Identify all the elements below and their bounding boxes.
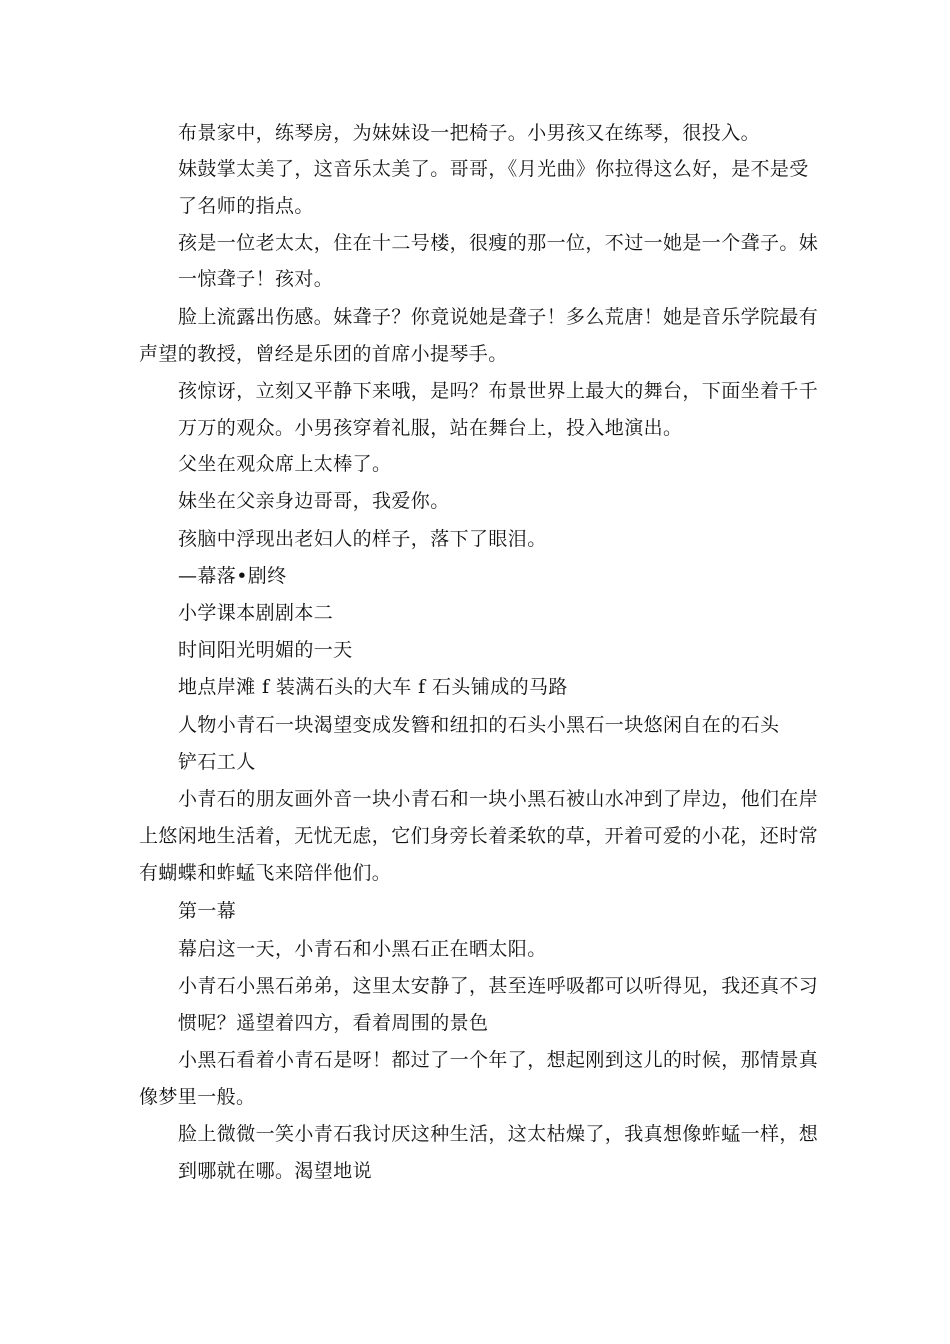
text-line: 小青石小黑石弟弟，这里太安静了，甚至连呼吸都可以听得见，我还真不习	[178, 975, 819, 997]
text-line: 小黑石看着小青石是呀！都过了一个年了，想起刚到这儿的时候，那情景真	[178, 1049, 819, 1071]
text-line: 幕启这一天，小青石和小黑石正在晒太阳。	[178, 938, 547, 960]
text-line: 脸上流露出伤感。妹聋子？你竟说她是聋子！多么荒唐！她是音乐学院最有	[178, 306, 819, 328]
text-line: 脸上微微一笑小青石我讨厌这种生活，这太枯燥了，我真想像蚱蜢一样，想	[178, 1123, 819, 1145]
text-line: 小学课本剧剧本二	[178, 602, 334, 624]
text-line: 父坐在观众席上太棒了。	[178, 453, 392, 475]
text-line: 到哪就在哪。渴望地说	[178, 1160, 373, 1182]
text-line: 孩惊讶，立刻又平静下来哦，是吗？布景世界上最大的舞台，下面坐着千千	[178, 380, 819, 402]
text-line: 小青石的朋友画外音一块小青石和一块小黑石被山水冲到了岸边，他们在岸	[178, 788, 819, 810]
text-line: 有蝴蝶和蚱蜢飞来陪伴他们。	[139, 862, 392, 884]
text-line: —幕落•剧终	[178, 565, 287, 587]
text-line: 万万的观众。小男孩穿着礼服，站在舞台上，投入地演出。	[178, 417, 683, 439]
text-line: 妹鼓掌太美了，这音乐太美了。哥哥，《月光曲》你拉得这么好，是不是受	[178, 158, 809, 180]
text-line: 铲石工人	[178, 751, 256, 773]
text-line: 一惊聋子！孩对。	[178, 268, 334, 290]
text-line: 时间阳光明媚的一天	[178, 639, 353, 661]
text-line: 了名师的指点。	[178, 195, 314, 217]
text-line: 像梦里一般。	[139, 1086, 256, 1108]
text-line: 上悠闲地生活着，无忧无虑，它们身旁长着柔软的草，开着可爱的小花，还时常	[139, 825, 819, 847]
text-line: 惯呢？遥望着四方，看着周围的景色	[178, 1012, 489, 1034]
text-line: 人物小青石一块渴望变成发簪和纽扣的石头小黑石一块悠闲自在的石头	[178, 714, 780, 736]
text-line: 第一幕	[178, 900, 237, 922]
text-line: 布景家中，练琴房，为妹妹设一把椅子。小男孩又在练琴，很投入。	[178, 122, 761, 144]
text-line: 声望的教授，曾经是乐团的首席小提琴手。	[139, 343, 508, 365]
text-line: 孩是一位老太太，住在十二号楼，很瘦的那一位，不过一她是一个聋子。妹	[178, 232, 819, 254]
text-line: 地点岸滩 f 装满石头的大车 f 石头铺成的马路	[178, 676, 568, 698]
text-line: 孩脑中浮现出老妇人的样子，落下了眼泪。	[178, 528, 547, 550]
text-line: 妹坐在父亲身边哥哥，我爱你。	[178, 490, 450, 512]
